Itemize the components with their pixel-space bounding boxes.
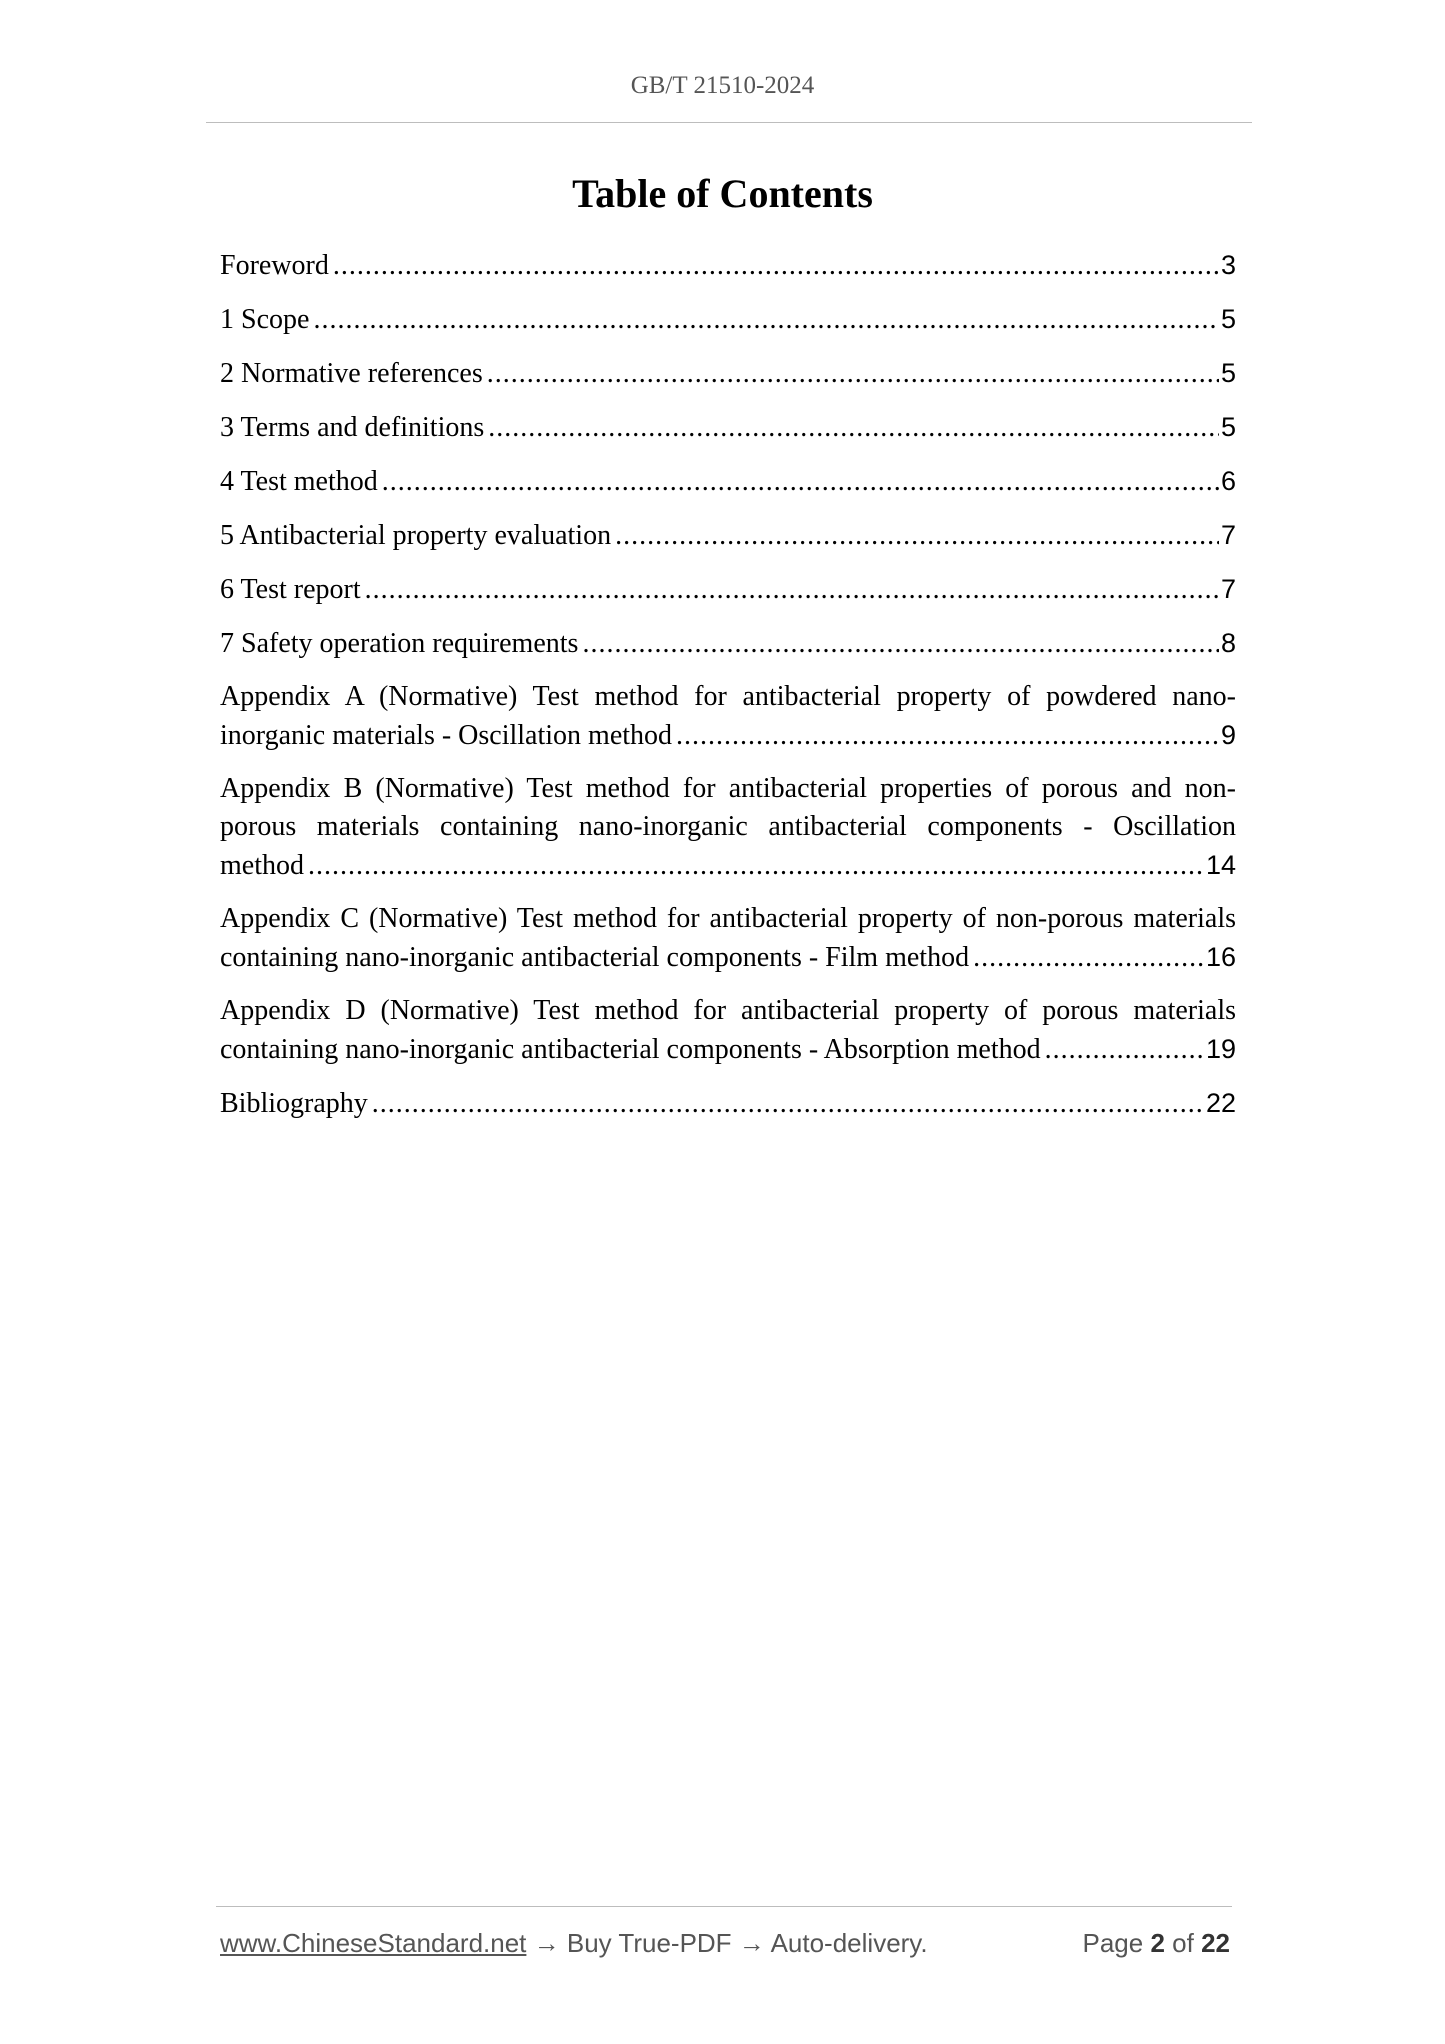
toc-entry-label: 6 Test report <box>220 574 361 605</box>
toc-page-number: 22 <box>1205 1088 1236 1118</box>
page-of: of <box>1172 1928 1194 1958</box>
toc-entry[interactable] <box>220 570 1236 609</box>
dot-leader <box>372 1085 1204 1123</box>
toc-entry-last-line <box>220 570 1236 609</box>
toc-entry-last-line <box>220 246 1236 285</box>
toc-entry-last-line <box>220 938 1236 977</box>
footer-divider <box>216 1906 1232 1907</box>
website-link[interactable]: www.ChineseStandard.net <box>220 1928 527 1958</box>
toc-page-number: 6 <box>1220 466 1236 496</box>
dot-leader <box>582 625 1219 663</box>
toc-entry-label: 7 Safety operation requirements <box>220 628 579 659</box>
dot-leader <box>308 847 1204 885</box>
toc-entry-label: 1 Scope <box>220 304 310 335</box>
toc-entry[interactable] <box>220 678 1236 755</box>
toc-page-number: 16 <box>1205 942 1236 972</box>
dot-leader <box>973 939 1204 977</box>
toc-entry-last-line <box>220 516 1236 555</box>
toc-entry-line: Appendix B (Normative) Test method for antibacterial properties of porous and non- <box>220 773 1236 804</box>
toc-entry-last-line <box>220 1084 1236 1123</box>
toc-entry[interactable] <box>220 1084 1236 1123</box>
toc-page-number: 5 <box>1220 304 1236 334</box>
dot-leader <box>487 355 1219 393</box>
toc-page-number: 7 <box>1220 574 1236 604</box>
footer-tagline: → Buy True-PDF → Auto-delivery. <box>526 1928 928 1958</box>
header-divider <box>206 122 1252 123</box>
dot-leader <box>1045 1031 1204 1069</box>
toc-entry-label: 2 Normative references <box>220 358 483 389</box>
toc-page-number: 14 <box>1205 850 1236 880</box>
dot-leader <box>365 571 1219 609</box>
page-title: Table of Contents <box>572 171 873 216</box>
footer-promo <box>220 1928 928 1959</box>
page-indicator <box>1082 1928 1230 1959</box>
toc-page-number: 7 <box>1220 520 1236 550</box>
toc-entry-label: method <box>220 850 304 881</box>
toc-entry[interactable] <box>220 354 1236 393</box>
toc-entry-last-line <box>220 408 1236 447</box>
toc-page-number: 8 <box>1220 628 1236 658</box>
table-of-contents <box>220 246 1236 1138</box>
toc-entry-last-line <box>220 354 1236 393</box>
document-code: GB/T 21510-2024 <box>630 72 815 99</box>
toc-entry-label: inorganic materials - Oscillation method <box>220 720 673 751</box>
dot-leader <box>615 517 1219 555</box>
toc-entry[interactable] <box>220 462 1236 501</box>
toc-entry[interactable] <box>220 246 1236 285</box>
toc-entry[interactable] <box>220 770 1236 885</box>
page-total: 22 <box>1201 1928 1230 1958</box>
toc-entry-last-line <box>220 716 1236 755</box>
toc-page-number: 9 <box>1220 720 1236 750</box>
page-word: Page <box>1082 1928 1144 1958</box>
toc-entry-line: Appendix C (Normative) Test method for antibacterial property of non-porous materials <box>220 903 1236 934</box>
page-footer <box>220 1928 1230 1959</box>
toc-entry-line: Appendix A (Normative) Test method for antibacterial property of powdered nano- <box>220 681 1236 712</box>
toc-entry-last-line <box>220 846 1236 885</box>
dot-leader <box>488 409 1219 447</box>
toc-entry[interactable] <box>220 408 1236 447</box>
toc-entry[interactable] <box>220 300 1236 339</box>
toc-entry[interactable] <box>220 516 1236 555</box>
toc-page-number: 5 <box>1220 358 1236 388</box>
toc-entry-last-line <box>220 1030 1236 1069</box>
toc-entry[interactable] <box>220 900 1236 977</box>
toc-page-number: 19 <box>1205 1034 1236 1064</box>
dot-leader <box>676 717 1219 755</box>
toc-entry-label: Foreword <box>220 250 329 281</box>
dot-leader <box>333 247 1219 285</box>
toc-entry-label: containing nano-inorganic antibacterial components - Film method <box>220 942 970 973</box>
page-current: 2 <box>1150 1928 1165 1958</box>
toc-entry-label: 4 Test method <box>220 466 378 497</box>
dot-leader <box>313 301 1219 339</box>
toc-page-number: 3 <box>1220 250 1236 280</box>
toc-entry-label: containing nano-inorganic antibacterial components - Absorption method <box>220 1034 1041 1065</box>
toc-entry[interactable] <box>220 992 1236 1069</box>
toc-entry-last-line <box>220 300 1236 339</box>
toc-entry-label: 5 Antibacterial property evaluation <box>220 520 612 551</box>
toc-entry-line: porous materials containing nano-inorganic antibacterial components - Oscillation <box>220 811 1236 842</box>
toc-entry-last-line <box>220 624 1236 663</box>
toc-page-number: 5 <box>1220 412 1236 442</box>
toc-entry-line: Appendix D (Normative) Test method for antibacterial property of porous materials <box>220 995 1236 1026</box>
toc-entry[interactable] <box>220 624 1236 663</box>
toc-entry-label: Bibliography <box>220 1088 368 1119</box>
toc-entry-label: 3 Terms and definitions <box>220 412 485 443</box>
toc-entry-last-line <box>220 462 1236 501</box>
dot-leader <box>382 463 1219 501</box>
